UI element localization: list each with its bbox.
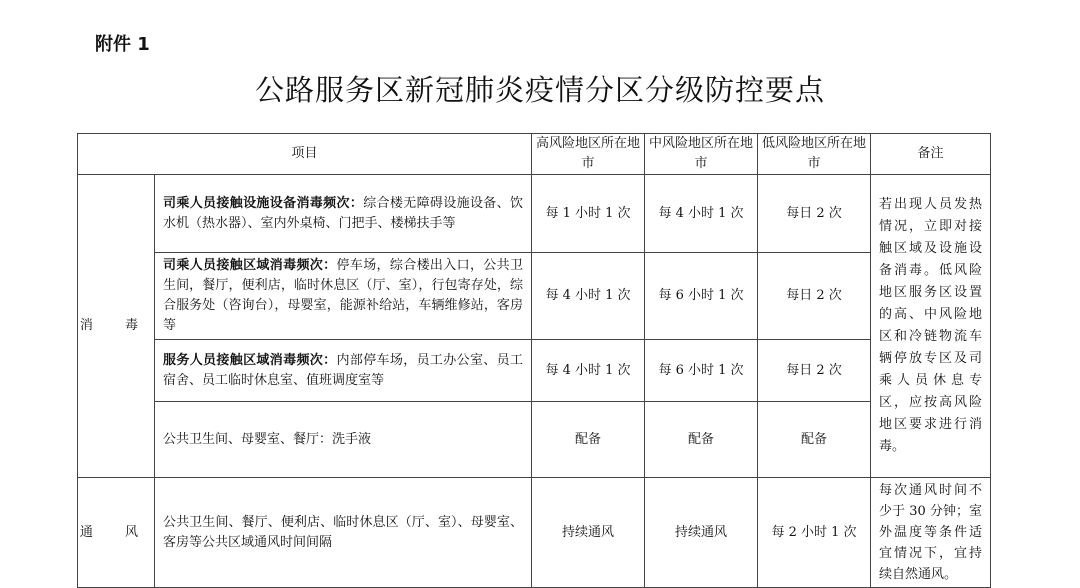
- header-note: 备注: [871, 134, 991, 175]
- value-low: 每日 2 次: [758, 340, 871, 402]
- value-low: 配备: [758, 402, 871, 478]
- item-text: 公共卫生间、餐厅、便利店、临时休息区（厅、室）、母婴室、客房等公共区域通风时间间隔: [163, 514, 524, 550]
- note-ventilation: 每次通风时间不少于 30 分钟；室外温度等条件适宜情况下，宜持续自然通风。: [871, 478, 991, 588]
- item-text: 公共卫生间、母婴室、餐厅：洗手液: [163, 431, 372, 447]
- table-header-row: [78, 134, 991, 175]
- item-text: 内部停车场，员工办公室、员工宿舍、员工临时休息室、值班调度室等: [163, 352, 523, 388]
- item-text: 停车场，综合楼出入口，公共卫生间，餐厅，便利店，临时休息区（厅、室），行包寄存处，综合服务处（咨询台），母婴室，能源补给站，车辆维修站，客房等: [163, 258, 524, 333]
- value-high: 每 1 小时 1 次: [532, 175, 645, 253]
- item-description: [155, 253, 532, 340]
- header-low-risk: 低风险地区所在地市: [758, 134, 871, 175]
- value-low: 每 2 小时 1 次: [758, 478, 871, 588]
- table-row: [78, 478, 991, 588]
- header-high-risk: 高风险地区所在地市: [532, 134, 645, 175]
- prevention-table: [77, 133, 991, 588]
- item-description: [155, 402, 532, 478]
- value-mid: 每 6 小时 1 次: [645, 253, 758, 340]
- value-high: 每 4 小时 1 次: [532, 253, 645, 340]
- value-high: 每 4 小时 1 次: [532, 340, 645, 402]
- table-row: [78, 175, 991, 253]
- value-low: 每日 2 次: [758, 175, 871, 253]
- note-disinfection: 若出现人员发热情况，立即对接触区域及设施设备消毒。低风险地区服务区设置的高、中风险地区和冷链物流车辆停放专区及司乘人员休息专区，应按高风险地区要求进行消毒。: [871, 175, 991, 478]
- value-mid: 配备: [645, 402, 758, 478]
- item-heading: 司乘人员接触区域消毒频次：: [163, 258, 337, 273]
- item-text: 综合楼无障碍设施设备、饮水机（热水器）、室内外桌椅、门把手、楼梯扶手等: [163, 195, 523, 231]
- value-low: 每日 2 次: [758, 253, 871, 340]
- table-row: [78, 253, 991, 340]
- item-description: [155, 478, 532, 588]
- item-heading: 司乘人员接触设施设备消毒频次：: [163, 195, 364, 211]
- category-disinfection: 消 毒: [78, 175, 155, 478]
- item-description: [155, 340, 532, 402]
- table-row: [78, 340, 991, 402]
- document-title: 公路服务区新冠肺炎疫情分区分级防控要点: [254, 73, 825, 107]
- table-row: [78, 402, 991, 478]
- value-mid: 每 6 小时 1 次: [645, 340, 758, 402]
- value-mid: 每 4 小时 1 次: [645, 175, 758, 253]
- value-mid: 持续通风: [645, 478, 758, 588]
- item-heading: 服务人员接触区域消毒频次：: [163, 352, 337, 368]
- item-description: [155, 175, 532, 253]
- header-item: 项目: [78, 134, 532, 175]
- category-ventilation: 通 风: [78, 478, 155, 588]
- attachment-label: 附件 1: [95, 34, 150, 55]
- value-high: 持续通风: [532, 478, 645, 588]
- header-mid-risk: 中风险地区所在地市: [645, 134, 758, 175]
- value-high: 配备: [532, 402, 645, 478]
